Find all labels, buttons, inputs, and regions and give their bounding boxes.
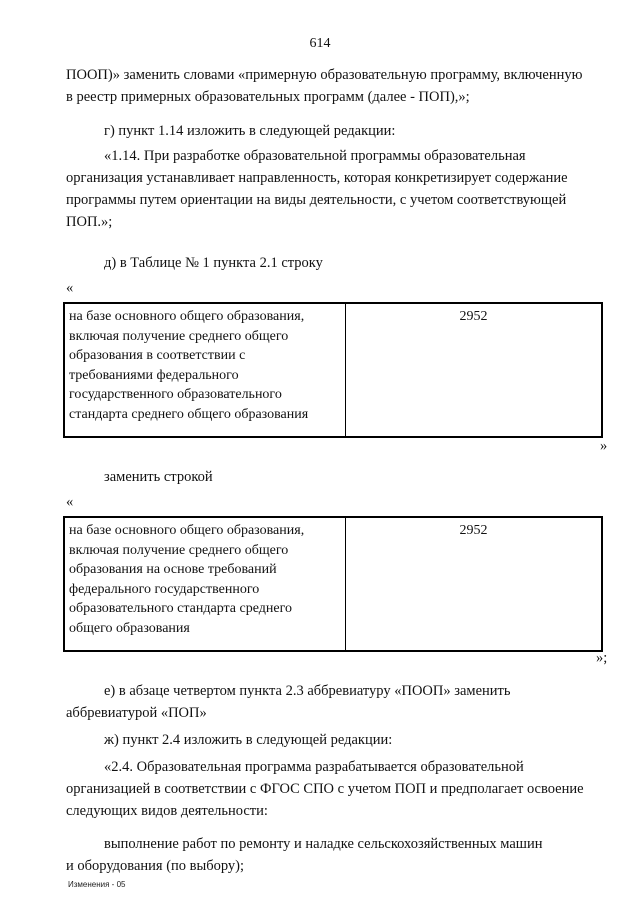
text-line: организация устанавливает направленность, которая конкретизирует содержание [66, 170, 568, 186]
cell-line: на базе основного общего образования, [69, 523, 305, 538]
quote-open-1: « [66, 280, 74, 296]
cell-line: на базе основного общего образования, [69, 309, 305, 324]
text-line: следующих видов деятельности: [66, 803, 268, 819]
paragraph-8 [66, 756, 610, 822]
text-line: и оборудования (по выбору); [66, 858, 245, 874]
text-line: программы путем ориентации на виды деятельности, с учетом соответствующей [66, 192, 567, 208]
text-line: ПООП)» заменить словами «примерную образовательную программу, включенную [66, 67, 583, 83]
paragraph-1 [66, 64, 610, 108]
paragraph-3 [66, 145, 610, 233]
cell-line: федерального государственного [69, 581, 260, 597]
quote-open-2: « [66, 494, 74, 510]
text-line: в реестр примерных образовательных программ (далее - ПОП),»; [66, 89, 470, 105]
text-line: аббревиатурой «ПОП» [66, 705, 207, 721]
text-line: «2.4. Образовательная программа разрабатывается образовательной [104, 759, 524, 775]
cell-line: включая получение среднего общего [69, 542, 289, 558]
cell-line: стандарта среднего общего образования [69, 406, 309, 422]
paragraph-2 [104, 120, 610, 142]
text-line: выполнение работ по ремонту и наладке сельскохозяйственных машин [104, 836, 543, 852]
cell-line: включая получение среднего общего [69, 328, 289, 344]
text-line: ж) пункт 2.4 изложить в следующей редакции: [104, 732, 393, 748]
table-cell-value: 2952 [346, 303, 603, 437]
table-2 [63, 516, 603, 652]
text-line: «1.14. При разработке образовательной программы образовательная [104, 148, 526, 164]
paragraph-6 [66, 680, 610, 724]
text-line: д) в Таблице № 1 пункта 2.1 строку [104, 255, 323, 271]
text-line: г) пункт 1.14 изложить в следующей редакции: [104, 123, 396, 139]
text-line: ПОП.»; [66, 214, 113, 230]
cell-line: образовательного стандарта среднего [69, 601, 292, 616]
footer-revision: Изменения - 05 [68, 880, 126, 889]
text-line: организацией в соответствии с ФГОС СПО с учетом ПОП и предполагает освоение [66, 781, 584, 797]
cell-line: государственного образовательного [69, 387, 282, 402]
quote-close-2: »; [596, 650, 608, 666]
text-line: е) в абзаце четвертом пункта 2.3 аббревиатуру «ПООП» заменить [104, 683, 511, 699]
text-line: заменить строкой [104, 469, 213, 485]
paragraph-5 [104, 466, 610, 488]
paragraph-4 [104, 252, 610, 274]
cell-line: общего образования [69, 620, 190, 636]
table-row [64, 517, 602, 651]
table-cell-value: 2952 [346, 517, 603, 651]
cell-line: образования в соответствии с [69, 348, 246, 363]
table-1 [63, 302, 603, 438]
cell-line: образования на основе требований [69, 562, 277, 577]
page-number: 614 [309, 36, 331, 51]
cell-line: требованиями федерального [69, 367, 239, 383]
quote-close-1: » [600, 438, 608, 454]
paragraph-7 [104, 729, 610, 751]
paragraph-9 [66, 833, 610, 877]
table-row [64, 303, 602, 437]
table-cell-text [64, 303, 346, 437]
table-cell-text [64, 517, 346, 651]
